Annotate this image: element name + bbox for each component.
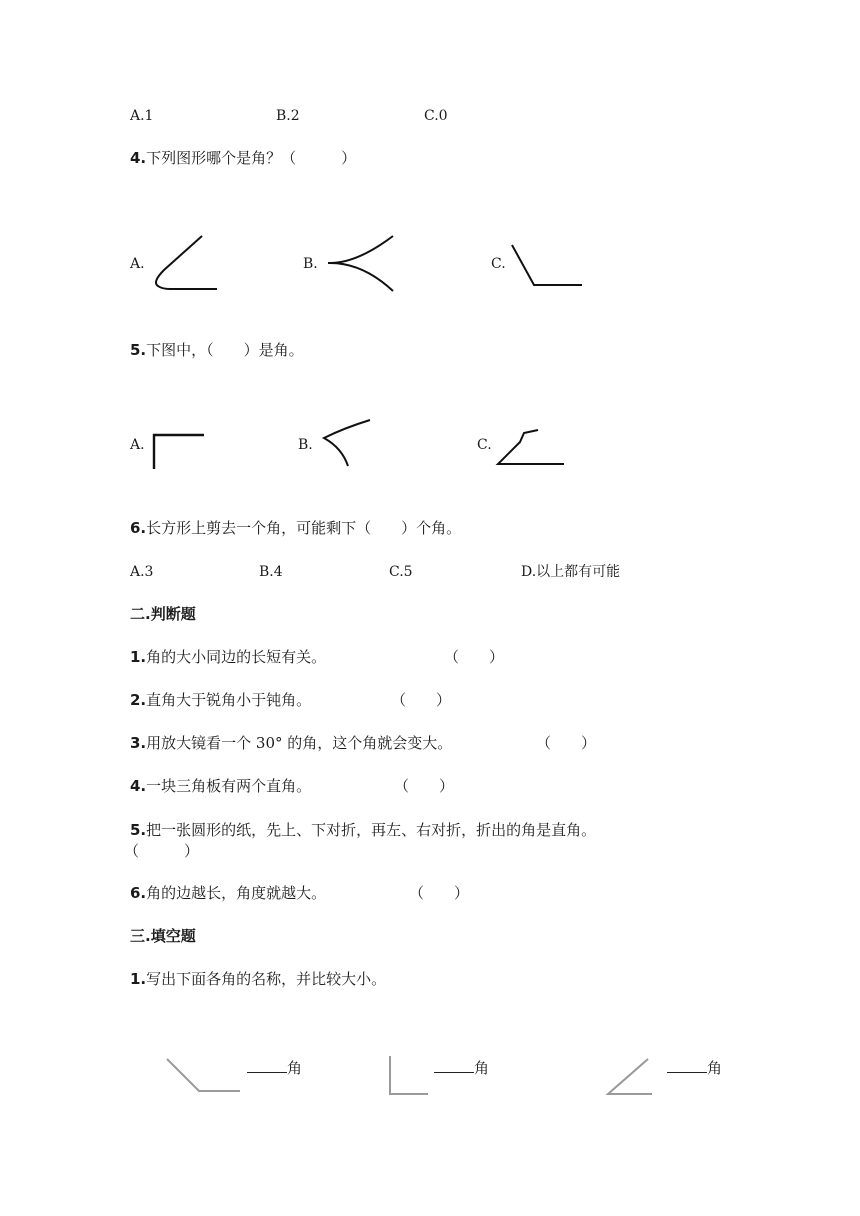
tf-item-6-answer[interactable]: （ ） (409, 884, 470, 902)
fill-blank-1-suffix: 角 (287, 1059, 303, 1077)
tf-item-1-number: 1. (130, 648, 147, 666)
fill-q1-number: 1. (130, 970, 147, 988)
tf-item-3 (130, 733, 452, 753)
q4-question (130, 148, 356, 168)
tf-item-4-text: 一块三角板有两个直角。 (146, 777, 312, 795)
fill-figure-obtuse (164, 1056, 244, 1098)
q4-figure-b (326, 234, 398, 294)
tf-item-2 (130, 690, 311, 710)
fill-figure-right (386, 1054, 432, 1098)
tf-item-3-number: 3. (130, 734, 147, 752)
tf-item-6 (130, 883, 326, 903)
q5-text: 下图中，（ ）是角。 (146, 341, 304, 359)
q5-option-c-label[interactable]: C. (477, 437, 492, 453)
tf-item-2-answer[interactable]: （ ） (391, 691, 452, 709)
q6-number: 6. (130, 519, 147, 537)
q4-option-b-label[interactable]: B. (303, 256, 318, 272)
q6-question (130, 518, 461, 538)
tf-item-4-number: 4. (130, 777, 147, 795)
q4-option-a-label[interactable]: A. (130, 256, 145, 272)
q4-figure-a (150, 234, 222, 292)
fill-q1-text: 写出下面各角的名称，并比较大小。 (146, 970, 387, 988)
q5-question (130, 340, 304, 360)
fill-blank-1-line[interactable] (247, 1058, 287, 1073)
q4-figure-c (510, 243, 584, 289)
tf-item-3-answer[interactable]: （ ） (536, 734, 597, 752)
fill-blank-3[interactable] (667, 1058, 722, 1078)
tf-item-2-number: 2. (130, 691, 147, 709)
q6-option-a[interactable]: A.3 (130, 564, 154, 580)
q5-figure-b (318, 418, 374, 470)
tf-item-5 (130, 820, 596, 840)
tf-item-3-text: 用放大镜看一个 30° 的角，这个角就会变大。 (146, 734, 453, 752)
tf-item-1-text: 角的大小同边的长短有关。 (146, 648, 327, 666)
q4-option-c-label[interactable]: C. (491, 256, 506, 272)
tf-item-1-answer[interactable]: （ ） (444, 648, 505, 666)
q5-figure-a (150, 433, 208, 471)
fill-blank-2-suffix: 角 (474, 1059, 490, 1077)
section3-title: 三.填空题 (130, 927, 196, 945)
tf-item-2-text: 直角大于锐角小于钝角。 (146, 691, 312, 709)
tf-item-5-answer[interactable]: （ ） (124, 842, 200, 860)
fill-q1 (130, 969, 386, 989)
fill-figure-acute (604, 1056, 656, 1098)
q6-option-c[interactable]: C.5 (389, 564, 413, 580)
q6-option-b[interactable]: B.4 (259, 564, 283, 580)
q5-option-b-label[interactable]: B. (298, 437, 313, 453)
fill-blank-3-line[interactable] (667, 1058, 707, 1073)
fill-blank-2[interactable] (434, 1058, 489, 1078)
tf-item-4 (130, 776, 311, 796)
tf-item-5-number: 5. (130, 821, 147, 839)
q5-option-a-label[interactable]: A. (130, 437, 145, 453)
tf-item-6-text: 角的边越长，角度就越大。 (146, 884, 327, 902)
fill-blank-3-suffix: 角 (707, 1059, 723, 1077)
tf-item-6-number: 6. (130, 884, 147, 902)
q6-option-d[interactable]: D.以上都有可能 (521, 564, 621, 580)
q3-option-c[interactable]: C.0 (424, 108, 448, 124)
tf-item-4-answer[interactable]: （ ） (394, 777, 455, 795)
q4-number: 4. (130, 149, 147, 167)
q5-number: 5. (130, 341, 147, 359)
q6-text: 长方形上剪去一个角，可能剩下（ ）个角。 (146, 519, 462, 537)
tf-item-5-text: 把一张圆形的纸，先上、下对折，再左、右对折，折出的角是直角。 (146, 821, 597, 839)
q3-option-b[interactable]: B.2 (276, 108, 300, 124)
q4-text: 下列图形哪个是角？（ ） (146, 149, 357, 167)
fill-blank-2-line[interactable] (434, 1058, 474, 1073)
tf-item-1 (130, 647, 326, 667)
fill-blank-1[interactable] (247, 1058, 302, 1078)
q5-figure-c (496, 427, 568, 469)
section2-title: 二.判断题 (130, 605, 196, 623)
q3-option-a[interactable]: A.1 (130, 108, 154, 124)
